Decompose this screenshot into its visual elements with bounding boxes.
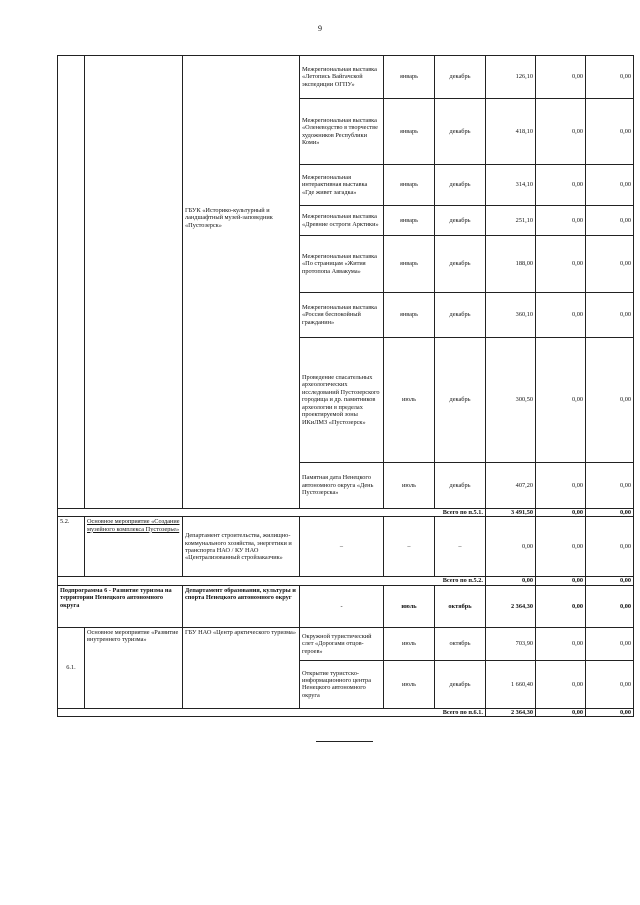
start-cell: январь [384, 236, 435, 293]
name-cell: Основное мероприятие «Создание музейного комплекса Пустозерье» [85, 517, 183, 577]
value1-cell: 0,00 [536, 206, 586, 236]
start-cell: июль [384, 463, 435, 509]
event-cell: Открытие туристско-информационного центра Ненецкого автономного округа [300, 660, 384, 708]
end-cell: декабрь [435, 165, 486, 206]
value2-cell: 0,00 [586, 56, 634, 99]
total-value1: 0,00 [536, 577, 586, 585]
value2-cell: 0,00 [586, 660, 634, 708]
event-cell: Межрегиональная выставка «По страницам «Жития протопопа Аввакума» [300, 236, 384, 293]
name-cell [85, 56, 183, 509]
value1-cell: 0,00 [536, 236, 586, 293]
event-cell: Памятная дата Ненецкого автономного округа «День Пустозерска» [300, 463, 384, 509]
subprogram-name: Подпрограмма 6 - Развитие туризма на территории Ненецкого автономного округа [58, 585, 183, 627]
executor-cell: ГБУК «Историко-культурный и ландшафтный музей-заповедник «Пустозерск» [183, 56, 300, 509]
executor-cell: Департамент строительства, жилищно-коммунального хозяйства, энергетики и транспорта НАО / КУ НАО «Централизованный стройзаказчик» [183, 517, 300, 577]
value2-cell: 0,00 [586, 293, 634, 338]
value1-cell: 0,00 [536, 463, 586, 509]
start-cell: январь [384, 293, 435, 338]
amount-cell: 418,10 [486, 99, 536, 165]
table-row [58, 585, 634, 627]
total-row [58, 708, 634, 716]
value2-cell: 0,00 [586, 463, 634, 509]
value1-cell: 0,00 [536, 56, 586, 99]
start-cell: июль [384, 627, 435, 660]
value2-cell: 0,00 [586, 99, 634, 165]
total-row [58, 509, 634, 517]
amount-cell: 360,10 [486, 293, 536, 338]
number-cell [58, 56, 85, 509]
amount-cell: 188,00 [486, 236, 536, 293]
end-cell: декабрь [435, 56, 486, 99]
name-cell: Основное мероприятие «Развитие внутреннего туризма» [85, 627, 183, 708]
total-amount: 3 491,50 [486, 509, 536, 517]
amount-cell: 251,10 [486, 206, 536, 236]
start-cell: июль [384, 585, 435, 627]
event-cell: - [300, 585, 384, 627]
event-cell: Межрегиональная интерактивная выставка «Где живет загадка» [300, 165, 384, 206]
amount-cell: 1 660,40 [486, 660, 536, 708]
amount-cell: 314,10 [486, 165, 536, 206]
value2-cell: 0,00 [586, 338, 634, 463]
end-cell: декабрь [435, 660, 486, 708]
end-cell: декабрь [435, 463, 486, 509]
end-cell: – [435, 517, 486, 577]
event-cell: Окружной туристический слет «Дорогами отцов-героев» [300, 627, 384, 660]
total-row [58, 577, 634, 585]
value2-cell: 0,00 [586, 627, 634, 660]
event-cell: Межрегиональная выставка «Древние остроги Арктики» [300, 206, 384, 236]
number-cell: 5.2. [58, 517, 85, 577]
total-amount: 0,00 [486, 577, 536, 585]
value2-cell: 0,00 [586, 585, 634, 627]
start-cell: – [384, 517, 435, 577]
value1-cell: 0,00 [536, 165, 586, 206]
executor-cell: Департамент образования, культуры и спорта Ненецкого автономного округ [183, 585, 300, 627]
end-cell: декабрь [435, 236, 486, 293]
end-cell: декабрь [435, 293, 486, 338]
start-cell: июль [384, 338, 435, 463]
event-cell: – [300, 517, 384, 577]
amount-cell: 126,10 [486, 56, 536, 99]
total-value2: 0,00 [586, 708, 634, 716]
value1-cell: 0,00 [536, 660, 586, 708]
amount-cell: 0,00 [486, 517, 536, 577]
total-label: Всего по п.6.1. [58, 708, 486, 716]
value2-cell: 0,00 [586, 236, 634, 293]
executor-cell: ГБУ НАО «Центр арктического туризма» [183, 627, 300, 708]
end-cell: октябрь [435, 585, 486, 627]
total-label: Всего по п.5.1. [58, 509, 486, 517]
value1-cell: 0,00 [536, 517, 586, 577]
amount-cell: 407,20 [486, 463, 536, 509]
event-cell: Межрегиональная выставка «Оленеводство в творчестве художников Республики Коми» [300, 99, 384, 165]
value2-cell: 0,00 [586, 165, 634, 206]
value1-cell: 0,00 [536, 99, 586, 165]
total-label: Всего по п.5.2. [58, 577, 486, 585]
value1-cell: 0,00 [536, 585, 586, 627]
event-cell: Межрегиональная выставка «Россия беспокойный гражданин» [300, 293, 384, 338]
number-cell: 6.1. [58, 627, 85, 708]
end-cell: декабрь [435, 338, 486, 463]
end-cell: октябрь [435, 627, 486, 660]
total-amount: 2 364,30 [486, 708, 536, 716]
start-cell: январь [384, 99, 435, 165]
value2-cell: 0,00 [586, 517, 634, 577]
start-cell: июль [384, 660, 435, 708]
total-value2: 0,00 [586, 509, 634, 517]
table-row [58, 517, 634, 577]
event-cell: Межрегиональная выставка «Летопись Вайгачской экспедиции ОГПУ» [300, 56, 384, 99]
value2-cell: 0,00 [586, 206, 634, 236]
amount-cell: 2 364,30 [486, 585, 536, 627]
total-value1: 0,00 [536, 509, 586, 517]
program-table [57, 55, 634, 717]
footer-divider [316, 741, 373, 742]
total-value2: 0,00 [586, 577, 634, 585]
amount-cell: 703,90 [486, 627, 536, 660]
page-number: 9 [318, 24, 322, 33]
start-cell: январь [384, 165, 435, 206]
value1-cell: 0,00 [536, 627, 586, 660]
start-cell: январь [384, 206, 435, 236]
amount-cell: 300,50 [486, 338, 536, 463]
total-value1: 0,00 [536, 708, 586, 716]
table-row [58, 627, 634, 660]
end-cell: декабрь [435, 99, 486, 165]
event-cell: Проведение спасательных археологических исследований Пустозерского городища и др. памятников археологии в пределах проектируемой зоны ИКиЛМЗ «Пустозерск» [300, 338, 384, 463]
table-row [58, 56, 634, 99]
value1-cell: 0,00 [536, 338, 586, 463]
end-cell: декабрь [435, 206, 486, 236]
start-cell: январь [384, 56, 435, 99]
value1-cell: 0,00 [536, 293, 586, 338]
